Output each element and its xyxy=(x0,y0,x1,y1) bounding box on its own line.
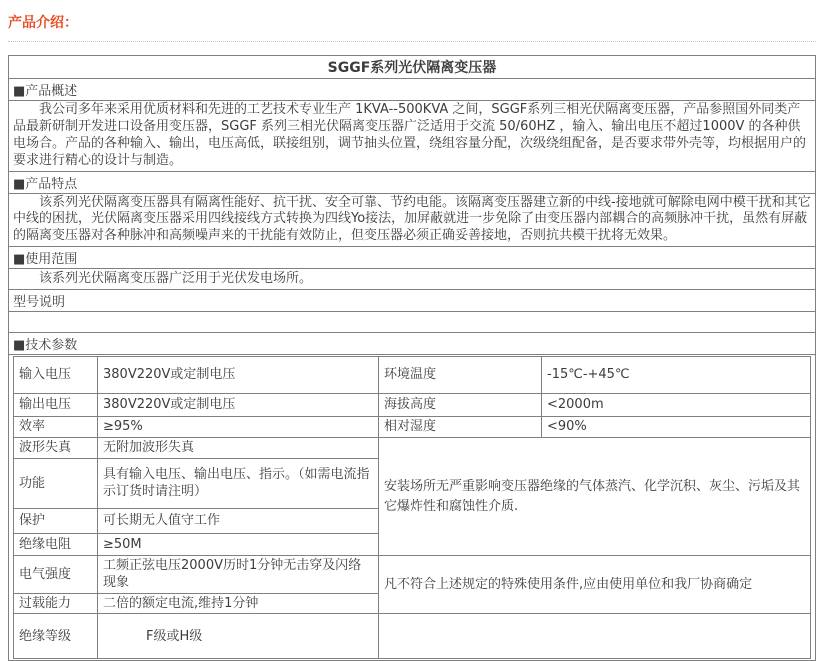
tech-param-value: <90% xyxy=(542,417,811,438)
tech-param-label: 波形失真 xyxy=(14,438,98,459)
tech-empty-cell xyxy=(379,614,811,659)
model-label: 型号说明 xyxy=(9,290,816,312)
empty-row-cell xyxy=(9,312,816,333)
tech-param-value: 可长期无人值守工作 xyxy=(98,508,379,533)
tech-param-label: 海拔高度 xyxy=(379,394,542,417)
tech-param-label: 效率 xyxy=(14,417,98,438)
tech-param-label: 功能 xyxy=(14,458,98,508)
tech-param-value: 无附加波形失真 xyxy=(98,438,379,459)
tech-param-value: -15℃-+45℃ xyxy=(542,357,811,394)
dotted-separator xyxy=(8,41,816,42)
scope-body: 该系列光伏隔离变压器广泛用于光伏发电场所。 xyxy=(9,269,816,290)
table-row xyxy=(14,417,811,438)
table-row xyxy=(9,56,816,79)
overview-body: 我公司多年来采用优质材料和先进的工艺技术专业生产 1KVA--500KVA 之间，SGGF系列三相光伏隔离变压器，产品参照国外同类产品最新研制开发进口设备用变压器，SGGF 系列三相光伏隔离变压器广泛适用于交流 50/60HZ ，输入、输出电压不超过1000V 的各种供电场合。产品的各种输入、输出，电压高低，联接组别，调节抽头位置，绕组容量分配，次级绕组配备，是否要求带外壳等，均根据用户的要求进行精心的设计与制造。 xyxy=(9,101,816,172)
tech-param-value: 二倍的额定电流,维持1分钟 xyxy=(98,593,379,614)
tech-param-label: 相对湿度 xyxy=(379,417,542,438)
tech-param-value: ≥95% xyxy=(98,417,379,438)
features-heading: ■产品特点 xyxy=(9,171,816,193)
tech-param-value: 380V220V或定制电压 xyxy=(98,357,379,394)
scope-heading: ■使用范围 xyxy=(9,247,816,269)
table-row xyxy=(9,101,816,172)
page-title: 产品介绍： xyxy=(8,15,78,31)
tech-special-conditions-note: 凡不符合上述规定的特殊使用条件,应由使用单位和我厂协商确定 xyxy=(379,555,811,614)
table-row xyxy=(9,247,816,269)
features-body: 该系列光伏隔离变压器具有隔离性能好、抗干扰、安全可靠、节约电能。该隔离变压器建立新的中线-接地就可解除电网中模干扰和其它中线的困扰，光伏隔离变压器采用四线接线方式转换为四线Yo接法，加屏蔽就进一步免除了由变压器内部耦合的高频脉冲干扰，虽然有屏蔽的隔离变压器对各种脉冲和高频噪声来的干扰能有效防止，但变压器必须正确妥善接地，否则抗共模干扰将无效果。 xyxy=(9,193,816,247)
tech-param-label: 保护 xyxy=(14,508,98,533)
tech-params-table xyxy=(13,356,811,659)
table-row xyxy=(9,312,816,333)
tech-param-value: F级或H级 xyxy=(98,614,379,659)
tech-param-label: 绝缘等级 xyxy=(14,614,98,659)
table-row xyxy=(9,269,816,290)
table-row xyxy=(9,193,816,247)
tech-param-value: <2000m xyxy=(542,394,811,417)
tech-param-label: 过载能力 xyxy=(14,593,98,614)
table-row xyxy=(14,555,811,593)
tech-environment-note: 安装场所无严重影响变压器绝缘的气体蒸汽、化学沉积、灰尘、污垢及其它爆炸性和腐蚀性介质. xyxy=(379,438,811,556)
table-row xyxy=(14,357,811,394)
table-row xyxy=(14,438,811,459)
table-row xyxy=(9,290,816,312)
tech-param-value: 380V220V或定制电压 xyxy=(98,394,379,417)
tech-params-heading: ■技术参数 xyxy=(9,333,816,355)
tech-param-value: ≥50M xyxy=(98,533,379,555)
tech-param-value: 工频正弦电压2000V历时1分钟无击穿及闪络现象 xyxy=(98,555,379,593)
tech-param-label: 输出电压 xyxy=(14,394,98,417)
table-row xyxy=(9,79,816,101)
table-row xyxy=(9,333,816,355)
table-row xyxy=(14,614,811,659)
table-row xyxy=(14,394,811,417)
tech-param-label: 环境温度 xyxy=(379,357,542,394)
tech-param-label: 电气强度 xyxy=(14,555,98,593)
overview-heading: ■产品概述 xyxy=(9,79,816,101)
tech-param-label: 绝缘电阻 xyxy=(14,533,98,555)
tech-param-value: 具有输入电压、输出电压、指示。（如需电流指示订货时请注明） xyxy=(98,458,379,508)
table-row xyxy=(9,171,816,193)
tech-param-label: 输入电压 xyxy=(14,357,98,394)
product-series-title: SGGF系列光伏隔离变压器 xyxy=(9,56,816,79)
product-intro-table xyxy=(8,55,816,661)
